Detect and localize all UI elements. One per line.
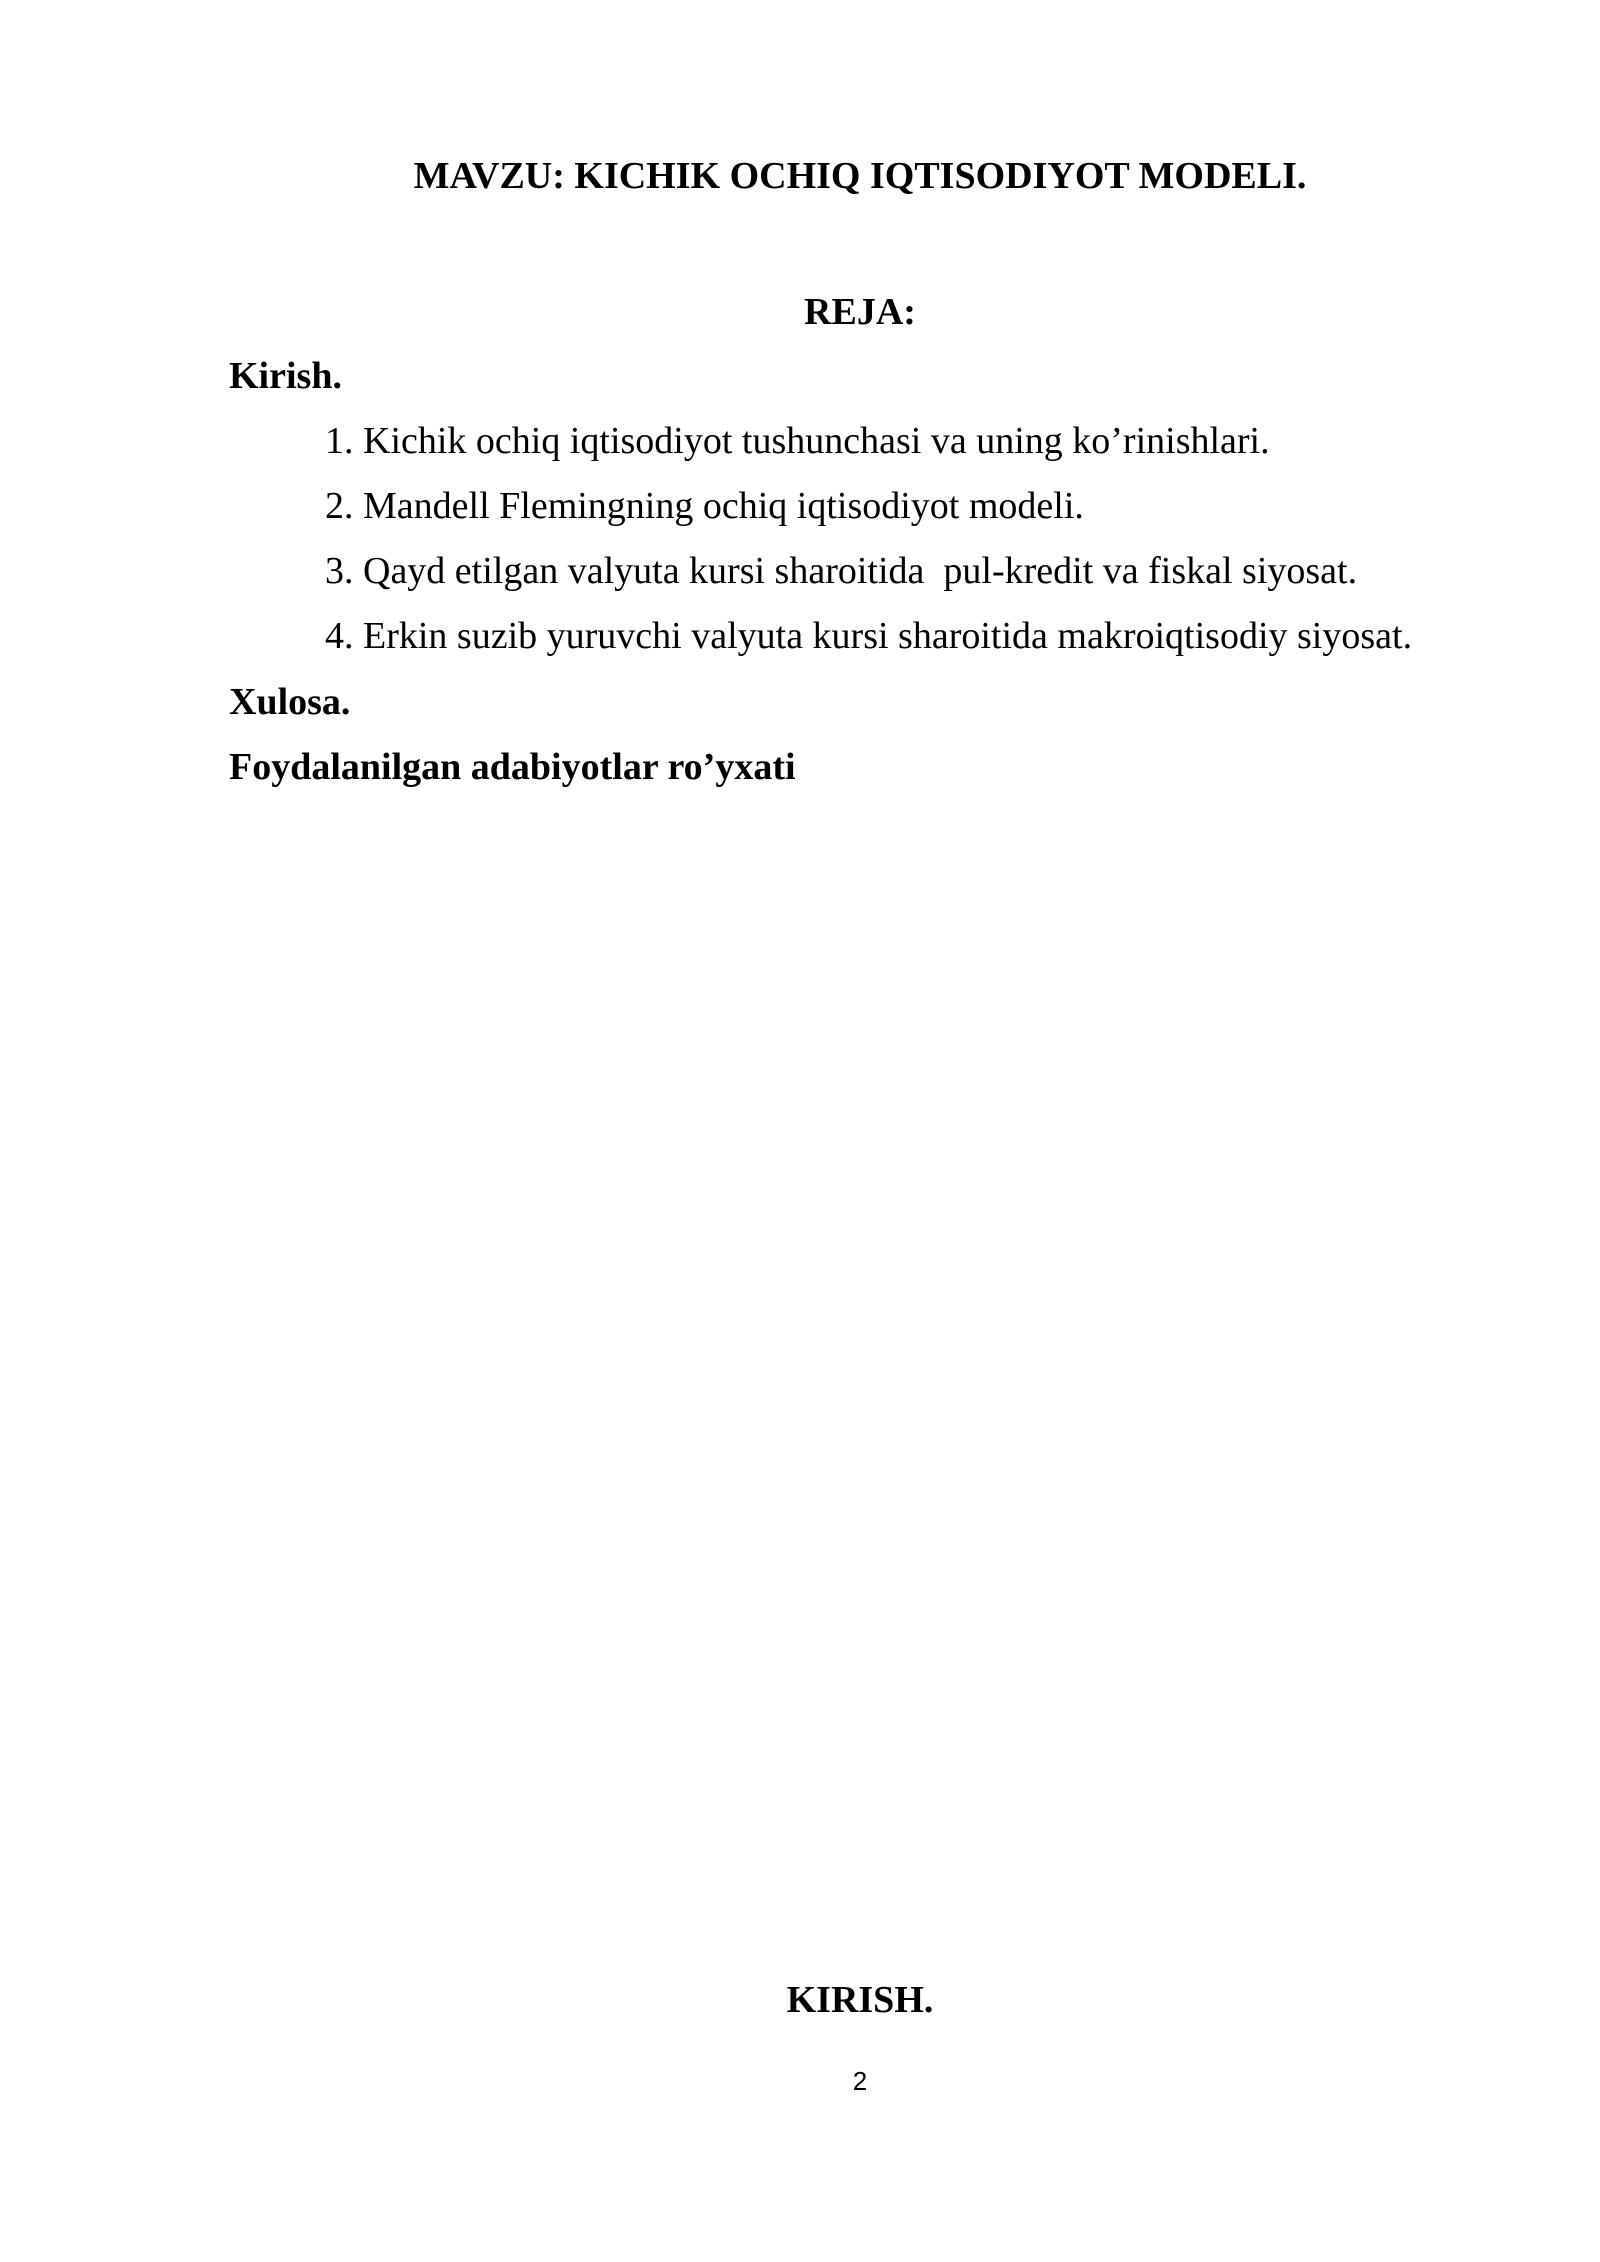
document-title: MAVZU: KICHIK OCHIQ IQTISODIYOT MODELI. — [413, 155, 1307, 197]
intro-heading: KIRISH. — [786, 1979, 934, 2021]
plan-item: 4. Erkin suzib yuruvchi valyuta kursi sharoitida makroiqtisodiy siyosat. — [325, 615, 1413, 657]
plan-heading: REJA: — [804, 291, 916, 333]
conclusion-label: Xulosa. — [229, 681, 351, 723]
references-label: Foydalanilgan adabiyotlar ro’yxati — [229, 746, 796, 788]
page-number: 2 — [852, 2066, 868, 2096]
intro-label: Kirish. — [229, 355, 342, 397]
plan-item: 3. Qayd etilgan valyuta kursi sharoitida pul-kredit va fiskal siyosat. — [325, 550, 1358, 592]
plan-item: 2. Mandell Flemingning ochiq iqtisodiyot modeli. — [325, 485, 1084, 527]
plan-item: 1. Kichik ochiq iqtisodiyot tushunchasi va uning ko’rinishlari. — [325, 420, 1270, 462]
